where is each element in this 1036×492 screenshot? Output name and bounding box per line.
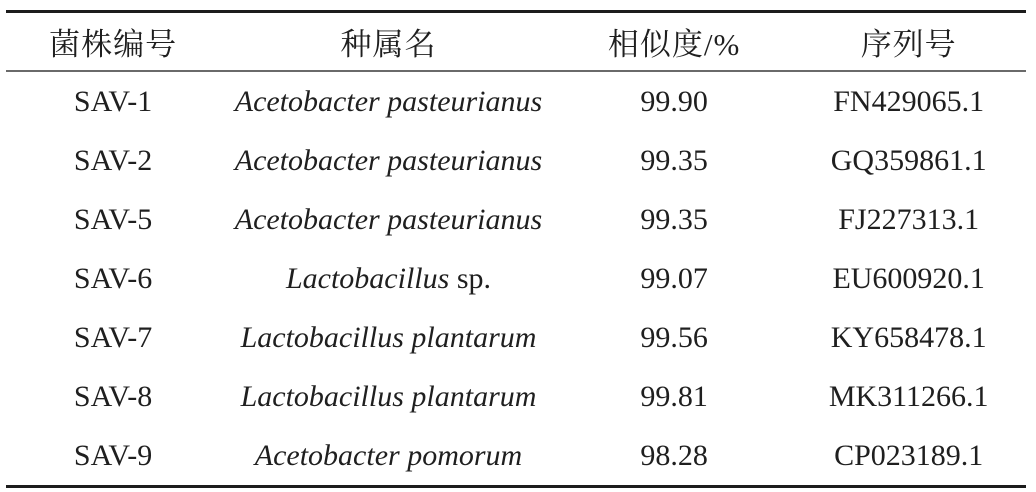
species-italic-text: Lactobacillus bbox=[285, 261, 450, 295]
species-name-cell bbox=[220, 71, 557, 131]
table-row bbox=[6, 71, 1026, 131]
accession-number-cell: EU600920.1 bbox=[832, 261, 985, 295]
similarity-cell: 99.81 bbox=[640, 379, 708, 413]
strain-identification-table-container bbox=[6, 10, 1026, 488]
table-row bbox=[6, 308, 1026, 367]
species-name-cell bbox=[220, 131, 557, 190]
species-italic-text: Acetobacter pomorum bbox=[254, 438, 523, 472]
similarity-cell: 99.35 bbox=[640, 202, 708, 236]
table-row bbox=[6, 367, 1026, 426]
species-name-cell bbox=[220, 367, 557, 426]
accession-number-cell: MK311266.1 bbox=[828, 379, 989, 413]
strain-id-cell: SAV-9 bbox=[73, 438, 153, 472]
similarity-cell: 99.07 bbox=[640, 261, 708, 295]
species-name-cell bbox=[220, 426, 557, 487]
species-italic-text: Acetobacter pasteurianus bbox=[234, 143, 543, 177]
species-name-cell bbox=[220, 308, 557, 367]
strain-id-cell: SAV-2 bbox=[73, 143, 153, 177]
table-row bbox=[6, 426, 1026, 487]
strain-id-cell: SAV-8 bbox=[73, 379, 153, 413]
table-header bbox=[6, 12, 1026, 72]
accession-number-cell: FN429065.1 bbox=[833, 84, 985, 118]
species-roman-text: sp. bbox=[449, 261, 491, 295]
table-body bbox=[6, 71, 1026, 487]
table-row bbox=[6, 249, 1026, 308]
species-italic-text: Acetobacter pasteurianus bbox=[234, 202, 543, 236]
strain-id-cell: SAV-5 bbox=[73, 202, 153, 236]
header-row bbox=[6, 12, 1026, 72]
column-header-strain-id: 菌株编号 bbox=[6, 12, 220, 72]
species-italic-text: Lactobacillus plantarum bbox=[240, 320, 537, 354]
strain-id-cell: SAV-6 bbox=[73, 261, 153, 295]
species-name-cell bbox=[220, 190, 557, 249]
accession-number-cell: CP023189.1 bbox=[834, 438, 984, 472]
similarity-cell: 99.56 bbox=[640, 320, 708, 354]
table-row bbox=[6, 190, 1026, 249]
species-name-cell bbox=[220, 249, 557, 308]
strain-id-cell: SAV-1 bbox=[73, 84, 153, 118]
column-header-accession-number: 序列号 bbox=[791, 12, 1026, 72]
table-row bbox=[6, 131, 1026, 190]
similarity-cell: 98.28 bbox=[640, 438, 708, 472]
strain-id-cell: SAV-7 bbox=[73, 320, 153, 354]
similarity-cell: 99.35 bbox=[640, 143, 708, 177]
strain-identification-table bbox=[6, 10, 1026, 488]
similarity-cell: 99.90 bbox=[640, 84, 708, 118]
accession-number-cell: GQ359861.1 bbox=[830, 143, 987, 177]
accession-number-cell: FJ227313.1 bbox=[838, 202, 980, 236]
species-italic-text: Acetobacter pasteurianus bbox=[234, 84, 543, 118]
accession-number-cell: KY658478.1 bbox=[830, 320, 987, 354]
column-header-species-name: 种属名 bbox=[220, 12, 557, 72]
species-italic-text: Lactobacillus plantarum bbox=[240, 379, 537, 413]
column-header-similarity: 相似度/% bbox=[557, 12, 792, 72]
